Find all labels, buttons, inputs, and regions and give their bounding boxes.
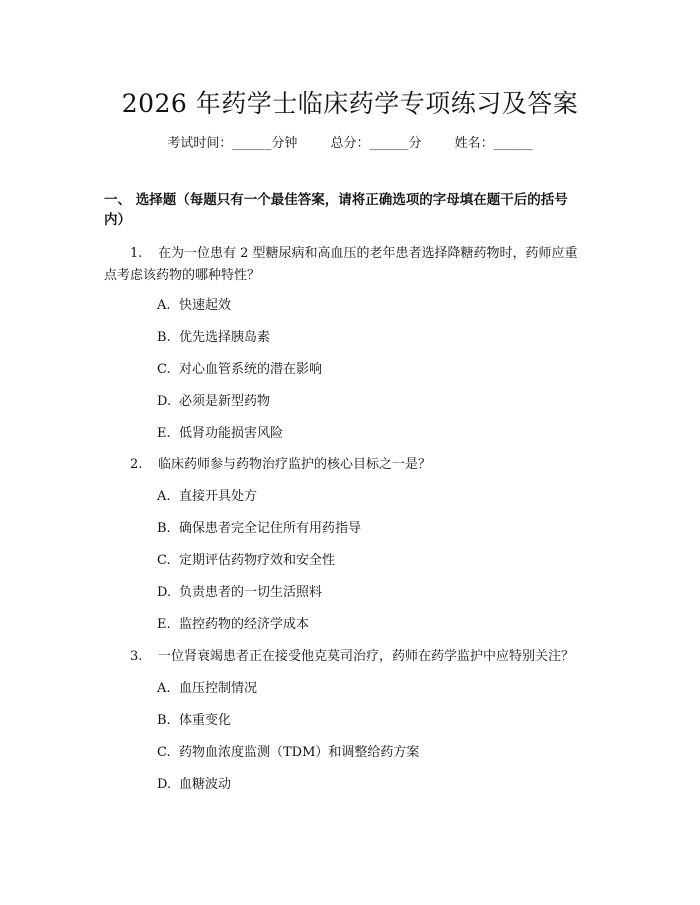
option-3b (157, 712, 231, 730)
option-text: 必须是新型药物 (179, 394, 271, 409)
student-name-field: 姓名：______ (454, 136, 533, 151)
option-3c (157, 744, 419, 762)
option-letter: A. (157, 681, 171, 696)
option-text: 体重变化 (179, 713, 232, 728)
question-text: 临床药师参与药物治疗监护的核心目标之一是？ (158, 457, 432, 472)
section-heading (104, 190, 604, 230)
option-text: 负责患者的一切生活照料 (179, 585, 323, 600)
option-letter: D. (157, 777, 172, 792)
question-text: 在为一位患有 2 型糖尿病和高血压的老年患者选择降糖药物时，药师应重 (158, 246, 578, 261)
document-title: 2026 年药学士临床药学专项练习及答案 (121, 89, 579, 118)
option-text: 确保患者完全记住所有用药指导 (179, 521, 362, 536)
question-text-continued: 点考虑该药物的哪种特性？ (104, 268, 261, 283)
option-2b (157, 520, 361, 538)
option-2a (157, 488, 257, 506)
option-2e (157, 616, 309, 634)
option-3a (157, 680, 257, 698)
question-3 (104, 646, 604, 668)
option-text: 对心血管系统的潜在影响 (179, 362, 323, 377)
option-letter: C. (157, 553, 171, 568)
question-number: 1. (130, 246, 143, 261)
question-text: 一位肾衰竭患者正在接受他克莫司治疗，药师在药学监护中应特别关注？ (158, 649, 575, 664)
option-1e (157, 425, 283, 443)
option-text: 血压控制情况 (179, 681, 258, 696)
option-text: 快速起效 (179, 298, 232, 313)
option-text: 定期评估药物疗效和安全性 (179, 553, 336, 568)
section-heading-line1: 一、 选择题（每题只有一个最佳答案，请将正确选项的字母填在题干后的括号 (104, 192, 568, 208)
option-3d (157, 776, 231, 794)
option-text: 优先选择胰岛素 (179, 330, 271, 345)
option-text: 直接开具处方 (179, 489, 258, 504)
option-letter: A. (157, 489, 171, 504)
option-letter: C. (157, 745, 171, 760)
option-2d (157, 584, 322, 602)
option-text: 血糖波动 (179, 777, 232, 792)
exam-info-line (0, 132, 700, 151)
option-letter: C. (157, 362, 171, 377)
section-heading-line2: 内） (104, 212, 131, 228)
option-letter: A. (157, 298, 171, 313)
question-1 (104, 243, 604, 287)
exam-time-field: 考试时间：______分钟 (167, 136, 298, 151)
option-text: 监控药物的经济学成本 (179, 617, 310, 632)
total-score-field: 总分：______分 (330, 136, 422, 151)
option-letter: B. (157, 521, 171, 536)
option-letter: E. (157, 426, 171, 441)
option-1a (157, 297, 231, 315)
option-letter: D. (157, 585, 172, 600)
option-letter: B. (157, 330, 171, 345)
option-letter: D. (157, 394, 172, 409)
question-number: 3. (130, 649, 143, 664)
option-text: 低肾功能损害风险 (179, 426, 284, 441)
option-1d (157, 393, 270, 411)
option-1c (157, 361, 322, 379)
option-letter: B. (157, 713, 171, 728)
option-2c (157, 552, 335, 570)
option-text: 药物血浓度监测（TDM）和调整给药方案 (179, 745, 420, 760)
option-1b (157, 329, 270, 347)
question-2 (104, 454, 604, 476)
question-number: 2. (130, 457, 143, 472)
option-letter: E. (157, 617, 171, 632)
